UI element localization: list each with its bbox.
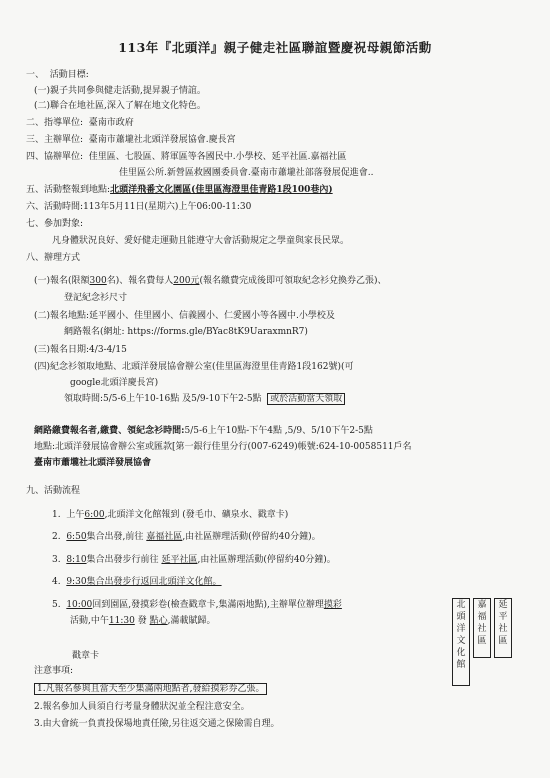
section-8-item-2: (二)報名地點:延平國小、佳里國小、信義國小、仁愛國小等各國中.小學校及 (34, 311, 335, 321)
section-8-item-4-line-2: google北頭洋慶長宮) (70, 378, 159, 388)
stamp-card-label: 戳章卡 (72, 651, 100, 661)
flow-step-4: 4. 9:30集合出發步行返回北頭洋文化館。 (52, 577, 222, 587)
note-2: 2.報名參加人員須自行考量身體狀況並全程注意安全。 (34, 702, 250, 712)
section-4-co-organizer: 四、協辦單位: 佳里區、七股區、將軍區等各國民中.小學校、延平社區.嘉福社區 (26, 152, 347, 162)
note-1: 1.凡報名參與且當天至少集滿兩地點者,發給摸彩券乙張。 (34, 684, 267, 695)
flow-step-2: 2. 6:50集合出發,前往 嘉福社區,由社區辦理活動(停留約40分鐘)。 (52, 532, 321, 542)
section-8-heading: 八、辦理方式 (26, 253, 81, 263)
section-9-heading: 九、活動流程 (26, 486, 81, 496)
online-payment-info: 網路繳費報名者,繳費、領紀念衫時間:5/5-6上午10點-下午4點 ,5/9、5/10下午2-5點 (34, 426, 373, 436)
section-8-item-3: (三)報名日期:4/3-4/15 (34, 345, 127, 355)
flow-step-3: 3. 8:10集合出發步行前往 延平社區,由社區辦理活動(停留約40分鐘)。 (52, 555, 336, 565)
section-1-item-1: (一)親子共同參與健走活動,提昇親子情誼。 (34, 86, 206, 96)
flow-step-1: 1. 上午6:00,北頭洋文化館報到 (發毛巾、礦泉水、戳章卡) (52, 510, 289, 520)
section-8-item-1-line-2: 登記紀念衫尺寸 (64, 293, 128, 303)
section-6-event-time: 六、活動時間:113年5月11日(星期六)上午06:00-11:30 (26, 202, 252, 212)
section-5-checkin-location: 五、活動整報到地點:北頭洋飛番文化園區(佳里區海澄里佳青路1段100巷內) (26, 185, 333, 195)
document-title: 113年『北頭洋』親子健走社區聯誼暨慶祝母親節活動 (118, 40, 432, 55)
section-3-organizer: 三、主辦單位: 臺南市蕭壠社北頭洋發展協會.慶長宮 (26, 135, 236, 145)
section-8-item-1: (一)報名(限額300名)、報名費每人200元(報名繳費完成後即可領取紀念衫兌換券乙張)、 (34, 276, 387, 286)
section-8-item-2-line-2: 網路報名(網址: https://forms.gle/BYac8tK9UaraxmnR7) (64, 327, 308, 337)
stamp-box-yanping: 延 平 社 區 (494, 598, 512, 658)
online-payment-location: 地點:北頭洋發展協會辦公室或匯款[第一銀行佳里分行(007-6249)帳號:624-10-0058511戶名 (34, 442, 412, 452)
section-8-item-4: (四)紀念衫領取地點、北頭洋發展協會辦公室(佳里區海澄里佳青路1段162號)(可 (34, 362, 354, 372)
flow-step-5: 5. 10:00回到園區,發摸彩卷(檢查戳章卡,集滿兩地點),主辦單位辦理摸彩 (52, 600, 342, 610)
flow-step-5-line-2: 活動,中午11:30 發 點心,滿載賦歸。 (70, 616, 216, 626)
section-1-heading: 一、 活動目標: (26, 70, 89, 80)
notes-heading: 注意事項: (34, 666, 74, 676)
note-3: 3.由大會統一負責投保場地責任險,另往返交通之保險需自理。 (34, 719, 280, 729)
section-7-audience: 凡身體狀況良好、愛好健走運動且能遵守大會活動規定之學童與家長民眾。 (52, 236, 350, 246)
section-1-item-2: (二)聯合在地社區,深入了解在地文化特色。 (34, 101, 206, 111)
section-8-item-4-line-3: 領取時間:5/5-6上午10-16點 及5/9-10下午2-5點 或於活動當天領取 (64, 394, 345, 405)
stamp-box-jiafu: 嘉 福 社 區 (473, 598, 491, 658)
stamp-box-beitouyang: 北 頭 洋 文 化 館 (452, 598, 470, 686)
onsite-pickup-box: 或於活動當天領取 (267, 393, 345, 405)
account-name: 臺南市蕭壠社北頭洋發展協會 (34, 458, 152, 468)
section-2-guidance-unit: 二、指導單位: 臺南市政府 (26, 118, 134, 128)
section-4-co-organizer-line-2: 佳里區公所.新營區救國團委員會.臺南市蕭壠社部落發展促進會.. (119, 168, 374, 178)
section-7-heading: 七、參加對象: (26, 219, 84, 229)
